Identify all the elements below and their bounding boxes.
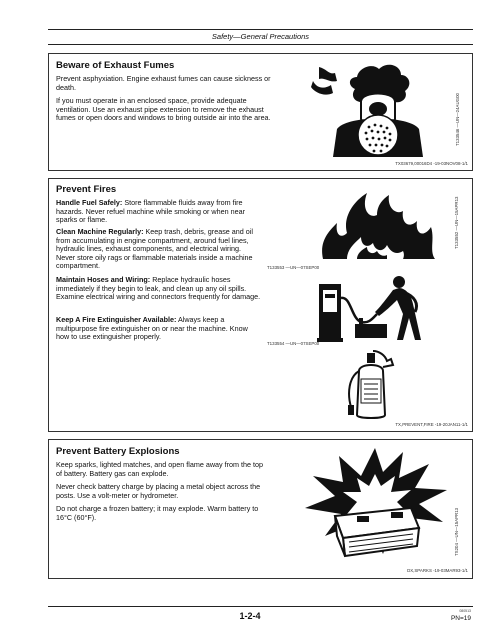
fuel-heading: Handle Fuel Safely: xyxy=(56,198,123,207)
figure-code: T133552 —UN—15APR13 xyxy=(454,196,459,249)
paragraph-clean xyxy=(56,228,261,271)
hoses-text: Replace hydraulic hoses immediately if they begin to leak, and clean up any oil spills. Examine electrical wiring and connectors frequently for damage. xyxy=(56,275,261,302)
header-top-rule xyxy=(48,29,473,30)
fire-extinguisher-illustration xyxy=(337,349,407,421)
section-title: Prevent Battery Explosions xyxy=(56,446,180,457)
reference-code: TX03679,00016D4 -19-03NOV08-1/1 xyxy=(395,161,468,166)
hoses-heading: Maintain Hoses and Wiring: xyxy=(56,275,151,284)
paragraph: Prevent asphyxiation. Engine exhaust fumes can cause sickness or death. xyxy=(56,74,271,92)
footer-date: 080513 xyxy=(459,609,471,613)
section-prevent-fires xyxy=(48,178,473,432)
section-battery-explosions xyxy=(48,439,473,579)
reference-code: TX,PREVENT,FIRE -19-20JAN11-1/1 xyxy=(395,422,468,427)
figure-code: T133546 —UN—24AUG00 xyxy=(455,93,460,146)
page-number: 1-2-4 xyxy=(239,611,261,621)
figure-code: TS204 —UN—15APR13 xyxy=(454,507,459,556)
paragraph-fuel xyxy=(56,199,261,225)
battery-explosion-illustration xyxy=(299,446,451,562)
section-title: Prevent Fires xyxy=(56,184,117,195)
section-exhaust-fumes xyxy=(48,53,473,171)
paragraph: Keep sparks, lighted matches, and open flame away from the top of battery. Battery gas can explode. xyxy=(56,460,263,478)
header-bottom-rule xyxy=(48,44,473,45)
figure-code: T133554 —UN—07SEP00 xyxy=(267,341,320,346)
page-header-title: Safety—General Precautions xyxy=(211,32,310,41)
section-title: Beware of Exhaust Fumes xyxy=(56,60,175,71)
paragraph: If you must operate in an enclosed space, provide adequate ventilation. Use an exhaust pipe extension to remove the exhaust fumes or open doors and windows to bring outside air into the area. xyxy=(56,96,271,123)
exhaust-fumes-illustration xyxy=(297,59,457,159)
paragraph-hoses xyxy=(56,276,266,302)
clean-text: Keep trash, debris, grease and oil from accumulating in engine compartment, around fuel lines, hydraulic lines, exhaust components, and electrical wiring. Never store oily rags or flammable materials inside a machine compartment. xyxy=(56,227,253,271)
clean-heading: Clean Machine Regularly: xyxy=(56,227,144,236)
paragraph: Never check battery charge by placing a metal object across the posts. Use a volt-meter or hydrometer. xyxy=(56,482,261,500)
extinguisher-text: Always keep a multipurpose fire extinguisher on or near the machine. Know how to use extinguisher properly. xyxy=(56,315,248,342)
fuel-text: Store flammable fluids away from fire hazards. Never refuel machine while smoking or when near sparks or flame. xyxy=(56,198,245,225)
paragraph: Do not charge a frozen battery; it may explode. Warm battery to 16°C (60°F). xyxy=(56,504,259,522)
figure-code: T133553 —UN—07SEP00 xyxy=(267,265,320,270)
extinguisher-heading: Keep A Fire Extinguisher Available: xyxy=(56,315,177,324)
paragraph-extinguisher xyxy=(56,316,261,342)
footer-rule xyxy=(48,606,473,607)
footer-pn: PN=19 xyxy=(450,615,471,622)
refueling-illustration xyxy=(311,274,431,342)
flames-illustration xyxy=(317,185,447,261)
reference-code: DX,SPARKS -19-03MAR93-1/1 xyxy=(407,568,468,573)
